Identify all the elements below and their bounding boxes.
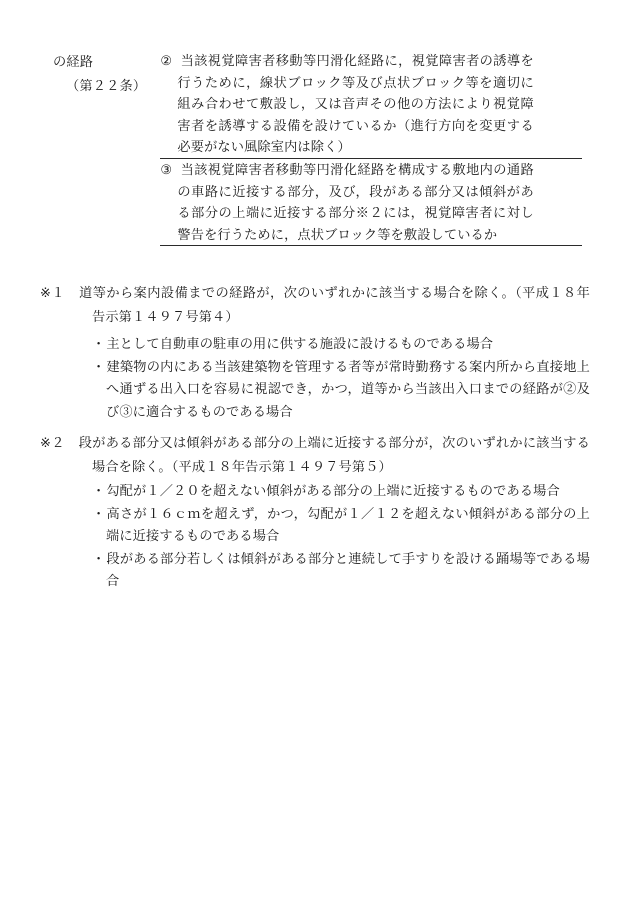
note-2-heading bbox=[40, 431, 590, 479]
note-2-bullet-text-2: 高さが１６ｃｍを超えず，かつ，勾配が１／１２を超えない傾斜がある部分の上端に近接するものである場合 bbox=[106, 505, 590, 543]
bullet-dot-icon: ・ bbox=[92, 550, 106, 566]
note-1-heading bbox=[40, 281, 590, 329]
note-1-mark: ※１ bbox=[40, 285, 66, 300]
requirement-item-3 bbox=[160, 159, 533, 245]
item-text-3: 当該視覚障害者移動等円滑化経路を構成する敷地内の通路の車路に近接する部分，及び，段がある部分又は傾斜がある部分の上端に近接する部分※２には，視覚障害者に対し警告を行うために，点状ブロック等を敷設しているか bbox=[177, 161, 534, 242]
check-cell-3[interactable] bbox=[534, 158, 582, 245]
note-2-heading-text: 段がある部分又は傾斜がある部分の上端に近接する部分が，次のいずれかに該当する場合を除く。（平成１８年告示第１４９７号第５） bbox=[78, 435, 590, 474]
note-2-bullet-list bbox=[40, 480, 590, 593]
provision-label-line-1: の経路 bbox=[53, 54, 94, 69]
item-marker-2: ② bbox=[160, 53, 173, 68]
provision-article-number: （第２２条） bbox=[66, 78, 147, 93]
note-2-bullet-text-3: 段がある部分若しくは傾斜がある部分と連続して手すりを設ける踊場等である場合 bbox=[106, 550, 590, 588]
requirement-item-2 bbox=[160, 50, 533, 158]
bullet-dot-icon: ・ bbox=[92, 358, 106, 374]
note-2-mark: ※２ bbox=[40, 435, 65, 450]
checklist-table bbox=[53, 50, 582, 246]
list-item bbox=[40, 548, 590, 593]
note-2-bullet-text-1: 勾配が１／２０を超えない傾斜がある部分の上端に近接するものである場合 bbox=[106, 483, 560, 498]
note-1-heading-text: 道等から案内設備までの経路が，次のいずれかに該当する場合を除く。（平成１８年告示第１４９７号第４） bbox=[79, 285, 590, 324]
list-item bbox=[40, 503, 590, 548]
bullet-dot-icon: ・ bbox=[92, 483, 106, 498]
table-row bbox=[53, 50, 582, 158]
list-item bbox=[40, 333, 590, 356]
note-block-1 bbox=[40, 281, 590, 423]
bullet-dot-icon: ・ bbox=[92, 336, 106, 351]
note-1-bullet-text-1: 主として自動車の駐車の用に供する施設に設けるものである場合 bbox=[106, 336, 494, 351]
item-text-2: 当該視覚障害者移動等円滑化経路に，視覚障害者の誘導を行うために，線状ブロック等及び点状ブロック等を適切に組み合わせて敷設し，又は音声その他の方法により視覚障害者を誘導する設備を設けているか（進行方向を変更する必要がない風除室内は除く） bbox=[177, 53, 534, 155]
bullet-dot-icon: ・ bbox=[92, 505, 106, 521]
note-block-2 bbox=[40, 431, 590, 593]
note-1-bullet-list bbox=[40, 333, 590, 423]
check-cell-2[interactable] bbox=[534, 50, 582, 158]
requirement-cell-2 bbox=[160, 50, 533, 158]
item-marker-3: ③ bbox=[160, 161, 173, 177]
note-1-bullet-text-2: 建築物の内にある当該建築物を管理する者等が常時勤務する案内所から直接地上へ通ずる出入口を容易に視認でき，かつ，道等から当該出入口までの経路が②及び③に適合するものである場合 bbox=[106, 358, 590, 419]
provision-label-cell bbox=[53, 50, 160, 246]
requirement-cell-3 bbox=[160, 158, 533, 245]
list-item bbox=[40, 356, 590, 424]
list-item bbox=[40, 480, 590, 503]
